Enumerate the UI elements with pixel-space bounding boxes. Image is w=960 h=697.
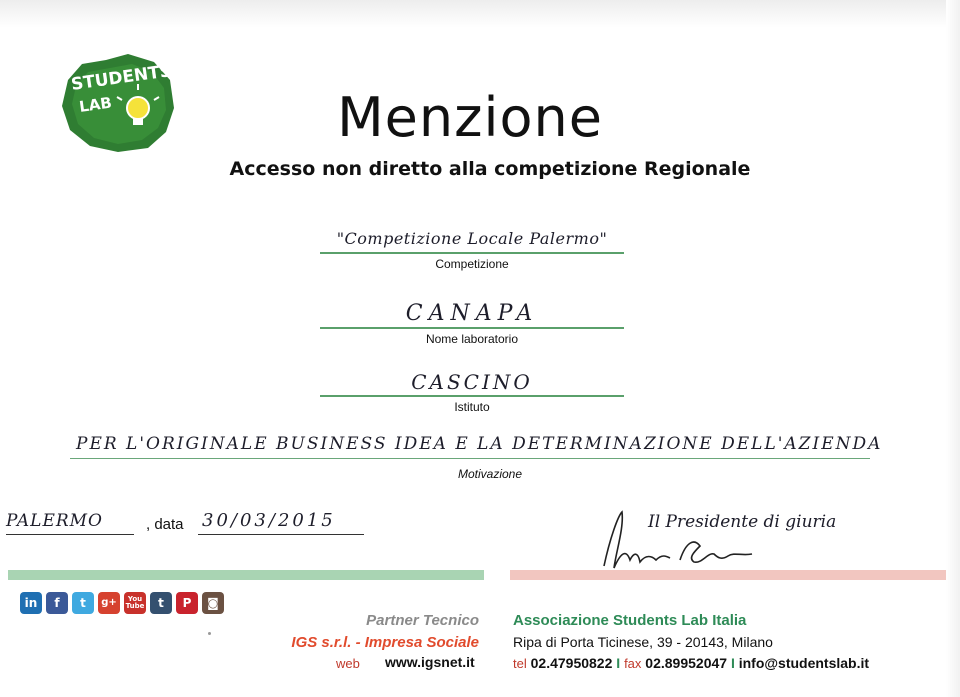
partner-name: IGS s.r.l. - Impresa Sociale: [291, 634, 479, 651]
twitter-icon: t: [72, 592, 94, 614]
linkedin-icon: in: [20, 592, 42, 614]
association-name: Associazione Students Lab Italia: [513, 612, 747, 629]
competition-underline: [320, 252, 624, 254]
lab-name-value: CANAPA: [405, 301, 539, 326]
tel-value: 02.47950822: [530, 655, 613, 671]
fax-label: fax: [624, 656, 642, 671]
youtube-icon: [124, 592, 146, 614]
lab-name-field: [320, 301, 624, 346]
scan-edge-top: [0, 0, 960, 28]
footer-bar-green: [8, 570, 484, 580]
motivation-underline: [70, 458, 870, 459]
motivation-caption: Motivazione: [457, 467, 523, 481]
pinterest-icon: P: [176, 592, 198, 614]
lab-name-caption: Nome laboratorio: [425, 332, 519, 346]
competition-caption: Competizione: [435, 257, 509, 271]
youtube-icon-top: You: [127, 595, 143, 603]
partner-web-label: web: [336, 656, 360, 671]
motivation-field: [70, 430, 910, 481]
competition-value: "Competizione Locale Palermo": [336, 229, 608, 248]
institute-underline: [320, 395, 624, 397]
contact-separator: I: [616, 655, 621, 671]
scan-edge-right: [946, 0, 960, 697]
speck: [208, 632, 211, 635]
logo-graphic: [58, 50, 176, 154]
association-address: Ripa di Porta Ticinese, 39 - 20143, Milano: [513, 634, 773, 650]
institute-caption: Istituto: [454, 400, 490, 414]
place-field: [6, 508, 136, 535]
contact-separator: I: [730, 655, 735, 671]
date-underline: [198, 534, 364, 535]
instagram-icon: ◙: [202, 592, 224, 614]
date-label: , data: [146, 516, 184, 533]
logo-text-students: STUDENTS: [69, 61, 174, 95]
institute-field: [320, 369, 624, 414]
partner-website: www.igsnet.it: [385, 654, 475, 670]
youtube-icon-bottom: Tube: [125, 602, 145, 610]
certificate-subtitle: Accesso non diretto alla competizione Regionale: [229, 158, 751, 180]
date-field: [198, 508, 364, 535]
partner-title: Partner Tecnico: [366, 612, 479, 629]
fax-value: 02.89952047: [645, 655, 728, 671]
place-underline: [6, 534, 134, 535]
email-value: info@studentslab.it: [738, 655, 870, 671]
place-value: PALERMO: [6, 511, 103, 531]
footer-bar-pink: [510, 570, 946, 580]
certificate-title: Menzione: [337, 86, 603, 149]
lab-name-underline: [320, 327, 624, 329]
google-plus-icon: g+: [98, 592, 120, 614]
tumblr-icon: t: [150, 592, 172, 614]
competition-field: [320, 226, 624, 271]
social-icons: [20, 592, 224, 614]
date-value: 30/03/2015: [202, 510, 336, 531]
tel-label: tel: [513, 656, 527, 671]
logo-text-lab: LAB: [78, 93, 113, 116]
students-lab-logo: [58, 50, 176, 154]
president-label: Il Presidente di giuria: [648, 512, 837, 532]
facebook-icon: f: [46, 592, 68, 614]
institute-value: CASCINO: [411, 370, 533, 394]
association-contacts: [513, 655, 869, 671]
motivation-value: PER L'ORIGINALE BUSINESS IDEA E LA DETERMINAZIONE DELL'AZIENDA: [76, 434, 883, 454]
